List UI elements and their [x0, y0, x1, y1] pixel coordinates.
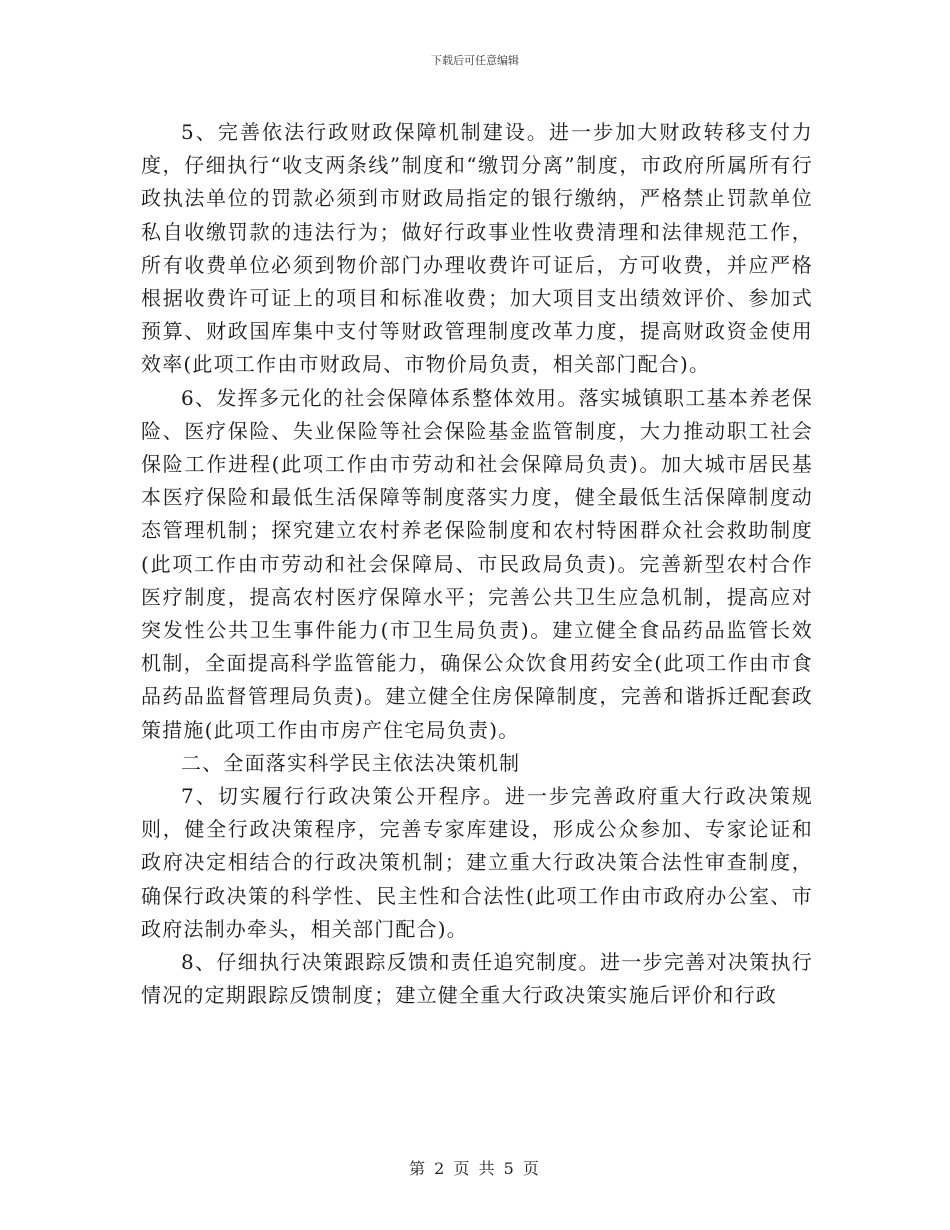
page-header-note: 下载后可任意编辑 — [431, 54, 519, 67]
paragraph-item-5: 5、完善依法行政财政保障机制建设。进一步加大财政转移支付力度，仔细执行“收支两条线”制度和“缴罚分离”制度，市政府所属所有行政执法单位的罚款必须到市财政局指定的银行缴纳，严格禁止罚款单位私自收缴罚款的违法行为；做好行政事业性收费清理和法律规范工作，所有收费单位必须到物价部门办理收费许可证后，方可收费，并应严格根据收费许可证上的项目和标准收费；加大项目支出绩效评价、参加式预算、财政国库集中支付等财政管理制度改革力度，提高财政资金使用效率(此项工作由市财政局、市物价局负责，相关部门配合)。 — [141, 120, 813, 377]
paragraph-item-8: 8、仔细执行决策跟踪反馈和责任追究制度。进一步完善对决策执行情况的定期跟踪反馈制度；建立健全重大行政决策实施后评价和行政 — [141, 950, 813, 1008]
paragraph-item-7: 7、切实履行行政决策公开程序。进一步完善政府重大行政决策规则，健全行政决策程序，完善专家库建设，形成公众参加、专家论证和政府决定相结合的行政决策机制；建立重大行政决策合法性审查制度，确保行政决策的科学性、民主性和合法性(此项工作由市政府办公室、市政府法制办牵头，相关部门配合)。 — [141, 784, 813, 941]
paragraph-item-6: 6、发挥多元化的社会保障体系整体效用。落实城镇职工基本养老保险、医疗保险、失业保险等社会保险基金监管制度，大力推动职工社会保险工作进程(此项工作由市劳动和社会保障局负责)。加大城市居民基本医疗保险和最低生活保障等制度落实力度，健全最低生活保障制度动态管理机制；探究建立农村养老保险制度和农村特困群众社会救助制度(此项工作由市劳动和社会保障局、市民政局负责)。完善新型农村合作医疗制度，提高农村医疗保障水平；完善公共卫生应急机制，提高应对突发性公共卫生事件能力(市卫生局负责)。建立健全食品药品监管长效机制，全面提高科学监管能力，确保公众饮食用药安全(此项工作由市食品药品监督管理局负责)。建立健全住房保障制度，完善和谐拆迁配套政策措施(此项工作由市房产住宅局负责)。 — [141, 385, 813, 742]
section-heading-2: 二、全面落实科学民主依法决策机制 — [181, 750, 521, 775]
document-body — [141, 116, 813, 1012]
page-number: 第 2 页 共 5 页 — [409, 1159, 541, 1178]
